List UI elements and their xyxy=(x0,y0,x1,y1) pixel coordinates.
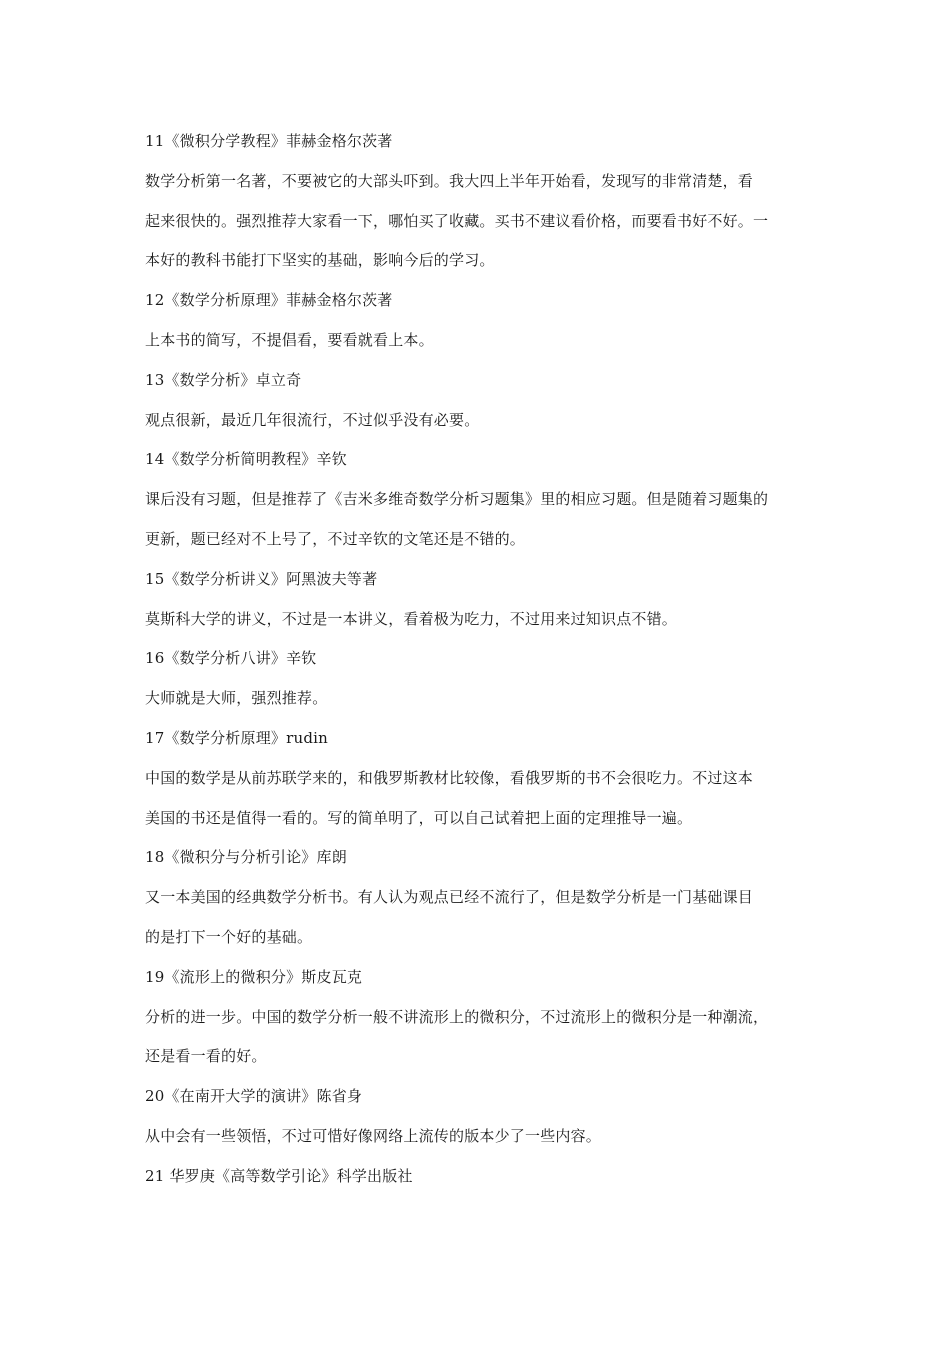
book-heading-12: 12《数学分析原理》菲赫金格尔茨著 xyxy=(145,291,393,310)
book-review-line: 课后没有习题，但是推荐了《吉米多维奇数学分析习题集》里的相应习题。但是随着习题集的 xyxy=(145,490,769,509)
book-heading-18: 18《微积分与分析引论》库朗 xyxy=(145,848,347,867)
book-review-line: 又一本美国的经典数学分析书。有人认为观点已经不流行了，但是数学分析是一门基础课目 xyxy=(145,888,754,907)
book-review-line: 本好的教科书能打下坚实的基础，影响今后的学习。 xyxy=(145,251,495,270)
book-heading-14: 14《数学分析简明教程》辛钦 xyxy=(145,450,347,469)
book-review-line: 莫斯科大学的讲义，不过是一本讲义，看着极为吃力，不过用来过知识点不错。 xyxy=(145,609,678,628)
book-review-line: 数学分析第一名著，不要被它的大部头吓到。我大四上半年开始看，发现写的非常清楚，看 xyxy=(145,171,754,190)
book-review-line: 起来很快的。强烈推荐大家看一下，哪怕买了收藏。买书不建议看价格，而要看书好不好。一 xyxy=(145,211,769,230)
book-heading-20: 20《在南开大学的演讲》陈省身 xyxy=(145,1087,363,1106)
document-body xyxy=(145,122,817,1197)
book-heading-13: 13《数学分析》卓立奇 xyxy=(145,370,302,389)
book-review-line: 从中会有一些领悟，不过可惜好像网络上流传的版本少了一些内容。 xyxy=(145,1126,602,1145)
book-review-line: 的是打下一个好的基础。 xyxy=(145,927,313,946)
book-review-line: 分析的进一步。中国的数学分析一般不讲流形上的微积分，不过流形上的微积分是一种潮流， xyxy=(145,1007,769,1026)
book-heading-15: 15《数学分析讲义》阿黑波夫等著 xyxy=(145,569,378,588)
book-review-line: 中国的数学是从前苏联学来的，和俄罗斯教材比较像，看俄罗斯的书不会很吃力。不过这本 xyxy=(145,768,754,787)
book-review-line: 上本书的简写，不提倡看，要看就看上本。 xyxy=(145,330,434,349)
book-heading-11: 11《微积分学教程》菲赫金格尔茨著 xyxy=(145,132,393,150)
book-review-line: 美国的书还是值得一看的。写的简单明了，可以自己试着把上面的定理推导一遍。 xyxy=(145,808,693,827)
book-heading-21: 21 华罗庚《高等数学引论》科学出版社 xyxy=(145,1166,413,1185)
book-heading-19: 19《流形上的微积分》斯皮瓦克 xyxy=(145,967,363,986)
book-review-line: 更新，题已经对不上号了，不过辛钦的文笔还是不错的。 xyxy=(145,529,526,548)
book-heading-17: 17《数学分析原理》rudin xyxy=(145,728,328,747)
book-review-line: 还是看一看的好。 xyxy=(145,1047,267,1066)
book-review-line: 大师就是大师，强烈推荐。 xyxy=(145,689,328,708)
book-heading-16: 16《数学分析八讲》辛钦 xyxy=(145,649,317,668)
book-review-line: 观点很新，最近几年很流行，不过似乎没有必要。 xyxy=(145,410,480,429)
